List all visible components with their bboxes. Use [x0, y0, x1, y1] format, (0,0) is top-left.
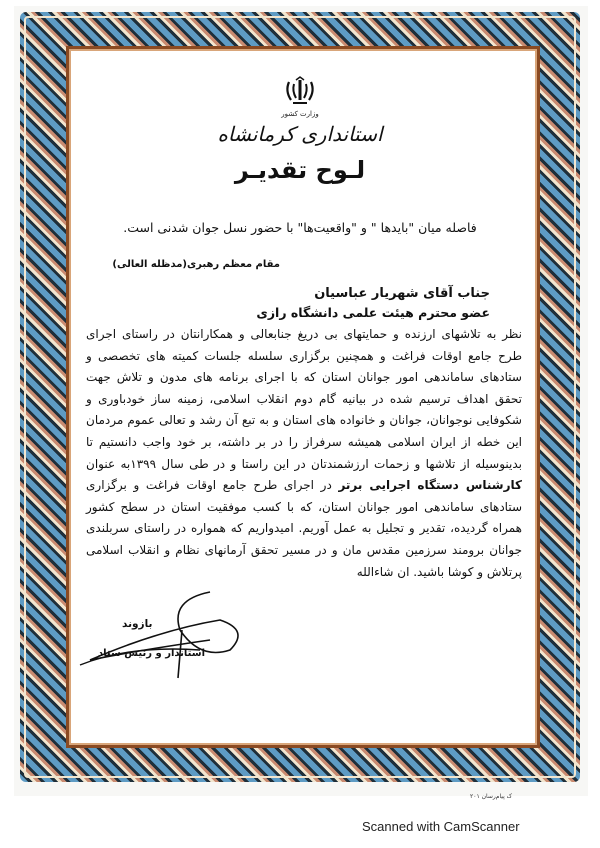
- province-office: استانداری کرمانشاه: [217, 122, 383, 146]
- leader-quote: فاصله میان "بایدها " و "واقعیت‌ها" با حضور نسل جوان شدنی است.: [123, 220, 477, 235]
- iran-emblem-icon: [283, 74, 317, 108]
- body-text-part1: نظر به تلاشهای ارزنده و حمایتهای بی دریغ جنابعالی و همکارانتان در راستای اجرای طرح جامع اوقات فراغت و همچنین برگزاری سلسله جلسات کمیته های تخصصی و ستادهای ساماندهی امور جوانان استان که با اجرای برنامه های مدون و تلاش جهت تحقق اهداف ترسیم شده در بیانیه گام دوم انقلاب اسلامی، زمینه ساز خودباوری و شکوفایی نوجوانان، جوانان و خانواده های استان و به تبع آن رشد و تعالی عموم مردمان این خطه از ایران اسلامی همیشه سرفراز را در بر داشته، بر خود واجب دانستیم تا بدینوسیله از تلاشها و زحمات ارزشمندتان در این راستا و در طی سال ۱۳۹۹به عنوان: [86, 327, 522, 471]
- print-mark: ۲۰۱ ک پیام‌رسان: [470, 793, 513, 800]
- quote-source: مقام معظم رهبری(مدظله العالی): [112, 259, 280, 270]
- award-title: کارشناس دستگاه اجرایی برتر: [338, 478, 522, 493]
- signature-icon: [60, 590, 260, 680]
- certificate-title: لـوح تقديـر: [234, 156, 366, 184]
- body-text-part2: در اجرای طرح جامع اوقات فراغت و برگزاری ستادهای ساماندهی امور جوانان استان، که با کسب موفقیت استان در سطح کشور همراه گردیده، تقدیر و تجلیل به عمل آوریم. امیدواریم که همواره در راستای سربلندی جوانان برومند سرزمین مقدس مان و در مسیر تحقق آرمانهای نظام و انقلاب اسلامی پرتلاش و کوشا باشید. ان شاءالله: [86, 478, 522, 579]
- signatory-name: بازوند: [122, 618, 153, 630]
- camscanner-watermark: Scanned with CamScanner: [362, 819, 520, 834]
- recipient-name: جناب آقای شهریار عباسیان: [314, 286, 490, 301]
- ministry-label: وزارت کشور: [281, 110, 319, 118]
- recipient-position: عضو محترم هیئت علمی دانشگاه رازی: [256, 305, 490, 320]
- certificate-text: [86, 324, 522, 583]
- signatory-title: استاندار و رئیس ستاد: [98, 648, 206, 659]
